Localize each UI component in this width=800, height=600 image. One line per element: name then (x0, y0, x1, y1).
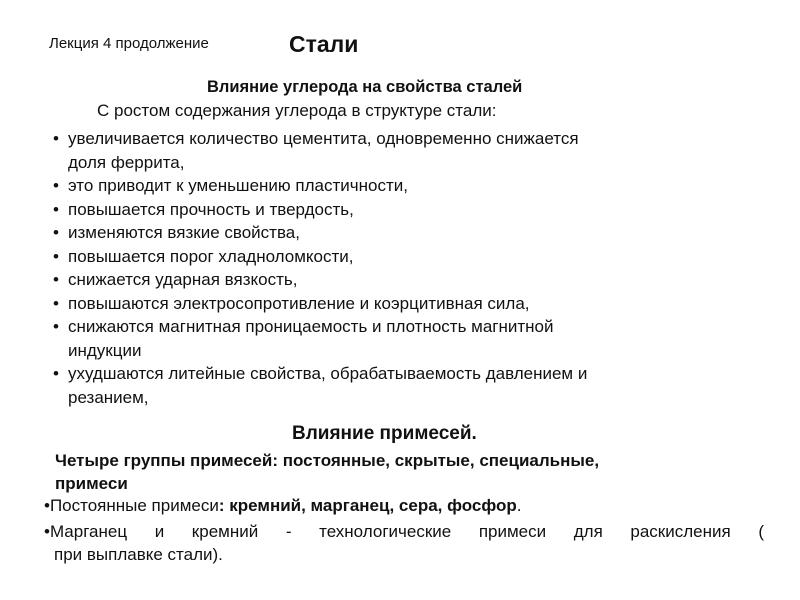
impurity-groups-line: Четыре группы примесей: постоянные, скрытые, специальные, (55, 451, 600, 470)
impurity-groups-line: примеси (55, 474, 128, 493)
list-item-line: доля феррита, (68, 152, 185, 172)
impurities-heading: Влияние примесей. (292, 423, 477, 444)
impurity-groups (55, 449, 770, 495)
manganese-silicon-note (44, 520, 764, 566)
list-item-line: ухудшаются литейные свойства, обрабатываемость давлением и (68, 364, 588, 383)
list-item-line: индукции (68, 340, 142, 360)
note-word: - (285, 522, 292, 541)
bullet: • (44, 522, 50, 541)
lecture-label: Лекция 4 продолжение (49, 35, 209, 52)
list-item (53, 221, 773, 245)
list-item-line: резанием, (68, 387, 149, 407)
note-word-text: Марганец (49, 522, 128, 541)
carbon-effects-list (53, 127, 773, 409)
list-item-line: увеличивается количество цементита, одновременно снижается (68, 129, 579, 148)
list-item (53, 362, 773, 409)
list-item-line: изменяются вязкие свойства, (68, 223, 300, 242)
list-item-line: это приводит к уменьшению пластичности, (68, 176, 408, 195)
slide-title: Стали (289, 31, 359, 57)
note-word: ( (758, 522, 764, 541)
note-word: кремний (191, 522, 259, 541)
note-word: технологические (319, 522, 452, 541)
bullet: • (53, 223, 59, 242)
bullet: • (53, 199, 59, 219)
list-item (53, 198, 773, 222)
bullet: • (53, 317, 59, 336)
list-item (53, 174, 773, 198)
carbon-heading: Влияние углерода на свойства сталей (207, 78, 523, 96)
list-item-line: повышается прочность и твердость, (68, 199, 354, 219)
carbon-intro: С ростом содержания углерода в структуре стали: (97, 101, 497, 120)
bullet: • (53, 129, 59, 148)
bullet: • (44, 496, 50, 515)
list-item (53, 245, 773, 269)
list-item-line: снижаются магнитная проницаемость и плотность магнитной (68, 317, 554, 336)
list-item-line: повышаются электросопротивление и коэрцитивная сила, (68, 293, 530, 313)
note-line: при выплавке стали). (54, 545, 223, 564)
bullet: • (53, 293, 59, 313)
bullet: • (53, 176, 59, 195)
permanent-end: . (516, 496, 522, 515)
note-word: примеси (478, 522, 547, 541)
note-word (44, 520, 127, 543)
note-word: раскисления (630, 522, 731, 541)
note-word: и (154, 522, 165, 541)
bullet: • (53, 364, 59, 383)
list-item (53, 292, 773, 316)
bullet: • (53, 246, 59, 266)
list-item (53, 268, 773, 292)
permanent-impurities (44, 496, 522, 516)
note-word: для (573, 522, 603, 541)
list-item-line: снижается ударная вязкость, (68, 270, 298, 289)
permanent-label: Постоянные примеси (49, 496, 219, 515)
list-item (53, 127, 773, 174)
note-line (44, 520, 764, 543)
bullet: • (53, 270, 59, 289)
list-item-line: повышается порог хладноломкости, (68, 246, 354, 266)
list-item (53, 315, 773, 362)
permanent-list: : кремний, марганец, сера, фосфор (218, 496, 517, 515)
